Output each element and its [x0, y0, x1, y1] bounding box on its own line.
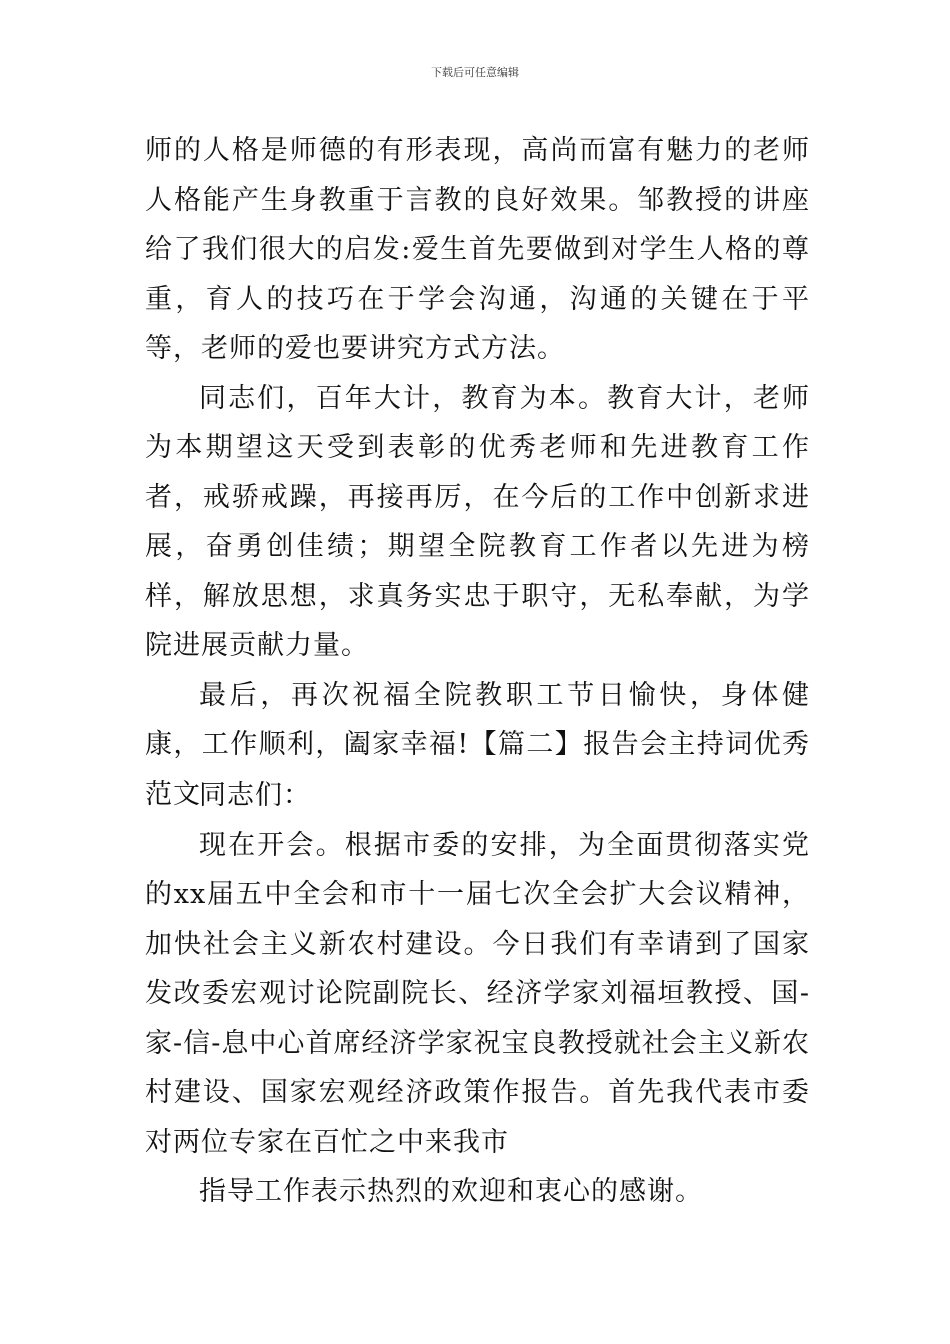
paragraph-thanks: 指导工作表示热烈的欢迎和衷心的感谢。	[199, 1176, 703, 1207]
paragraph-salutation: 同志们：	[199, 780, 311, 811]
paragraph-teacher-character: 师的人格是师德的有形表现，高尚而富有魅力的老师人格能产生身教重于言教的良好效果。邹教授的讲座给了我们很大的启发:爱生首先要做到对学生人格的尊重，育人的技巧在于学会沟通，沟通的关键在于平等，老师的爱也要讲究方式方法。	[145, 135, 810, 364]
paragraph-education-plan: 同志们，百年大计，教育为本。教育大计，老师为本期望这天受到表彰的优秀老师和先进教育工作者，戒骄戒躁，再接再厉，在今后的工作中创新求进展，奋勇创佳绩；期望全院教育工作者以先进为榜样，解放思想，求真务实忠于职守，无私奉献，为学院进展贡献力量。	[145, 382, 810, 661]
document-body-upper	[145, 126, 810, 819]
paragraph-meeting-opening: 现在开会。根据市委的安排，为全面贯彻落实党的xx届五中全会和市十一届七次全会扩大会议精神，加快社会主义新农村建设。今日我们有幸请到了国家发改委宏观讨论院副院长、经济学家刘福垣教授、国-家-信-息中心首席经济学家祝宝良教授就社会主义新农村建设、国家宏观经济政策作报告。首先我代表市委对两位专家在百忙之中来我市	[145, 829, 810, 1158]
document-body-lower	[145, 771, 810, 1217]
page-header: 下载后可任意编辑	[431, 66, 519, 79]
paragraph-closing-wishes: 最后，再次祝福全院教职工节日愉快，身体健康，工作顺利，阖家幸福!【篇二】报告会主持词优秀范文	[145, 679, 810, 810]
